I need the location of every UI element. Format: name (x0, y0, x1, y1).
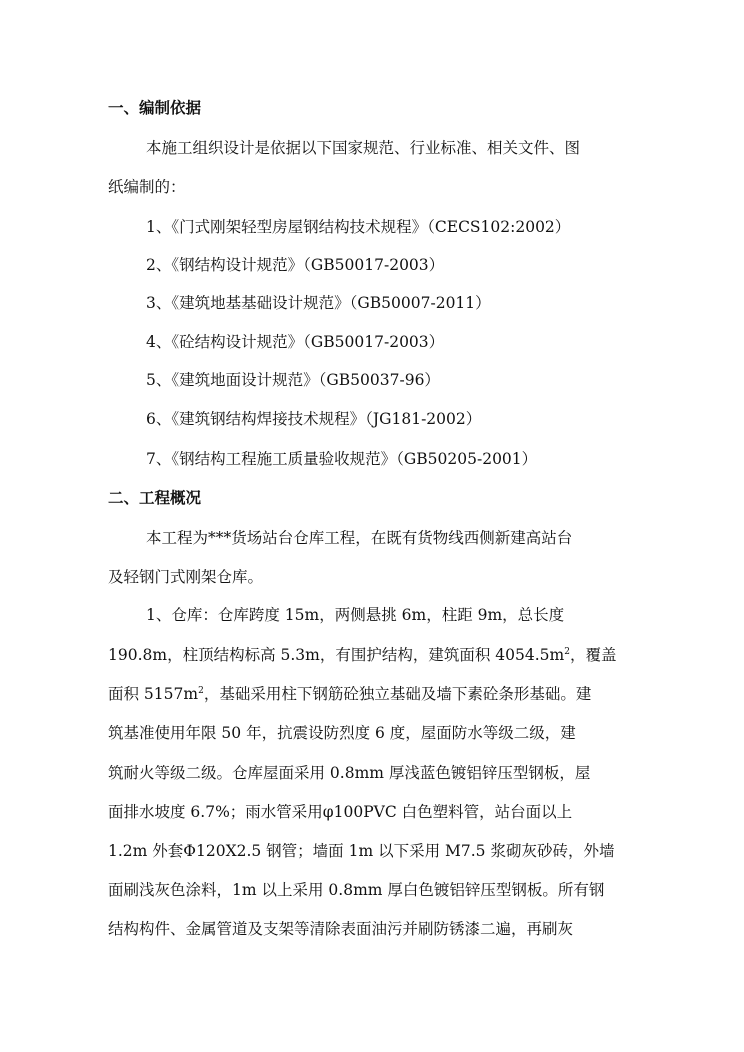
item-code: （GB50007-2011） (349, 294, 491, 312)
superscript-2: 2 (564, 646, 570, 657)
item-code: （GB50205-2001） (396, 450, 538, 468)
list-item (146, 293, 491, 313)
item-title: 《建筑地基基础设计规范》 (171, 294, 350, 312)
section-heading-overview: 二、工程概况 (108, 489, 202, 507)
item-number: 6、 (146, 410, 172, 428)
overview-para2-line: 1.2m 外套Φ120X2.5 钢管；墙面 1m 以下采用 M7.5 浆砌灰砂砖，外墙 (108, 842, 615, 860)
line-text: 面积 5157m (108, 685, 199, 703)
overview-para2-line: 面刷浅灰色涂料，1m 以上采用 0.8mm 厚白色镀铝锌压型钢板。所有钢 (108, 881, 605, 899)
list-item (146, 370, 440, 390)
item-title: 《建筑地面设计规范》 (171, 371, 319, 389)
superscript-2: 2 (198, 685, 204, 696)
item-number: 7、 (146, 450, 172, 468)
list-item (146, 332, 444, 352)
overview-para1-line1: 本工程为***货场站台仓库工程，在既有货物线西侧新建高站台 (146, 529, 573, 547)
line-text: 190.8m，柱顶结构标高 5.3m，有围护结构，建筑面积 4054.5m (108, 646, 565, 664)
line-tail: ，基础采用柱下钢筋砼独立基础及墙下素砼条形基础。建 (203, 685, 592, 703)
item-number: 2、 (146, 256, 172, 274)
item-title: 《门式刚架轻型房屋钢结构技术规程》 (171, 218, 428, 236)
item-number: 4、 (146, 333, 172, 351)
overview-para2-line (108, 684, 591, 704)
overview-para1-line2: 及轻钢门式刚架仓库。 (108, 568, 264, 586)
overview-para2-line (108, 645, 616, 665)
list-item (146, 255, 444, 275)
intro-line-1: 本施工组织设计是依据以下国家规范、行业标准、相关文件、图 (146, 139, 581, 157)
overview-para2-line: 面排水坡度 6.7%；雨水管采用φ100PVC 白色塑料管，站台面以上 (108, 803, 573, 821)
list-item (146, 409, 481, 429)
list-item (146, 217, 570, 237)
line-tail: ，覆盖 (569, 646, 617, 664)
overview-para2-line: 1、仓库：仓库跨度 15m，两侧悬挑 6m，柱距 9m，总长度 (146, 606, 565, 624)
item-code: （JG181-2002） (365, 410, 482, 428)
list-item (146, 449, 537, 469)
item-title: 《钢结构设计规范》 (171, 256, 304, 274)
item-title: 《钢结构工程施工质量验收规范》 (171, 450, 397, 468)
intro-line-2: 纸编制的： (108, 178, 186, 196)
item-title: 《建筑钢结构焊接技术规程》 (171, 410, 366, 428)
item-title: 《砼结构设计规范》 (171, 333, 304, 351)
overview-para2-line: 筑耐火等级二级。仓库屋面采用 0.8mm 厚浅蓝色镀铝锌压型钢板，屋 (108, 764, 591, 782)
item-number: 3、 (146, 294, 172, 312)
item-number: 5、 (146, 371, 172, 389)
section-heading-basis: 一、编制依据 (108, 99, 202, 117)
item-code: （GB50017-2003） (303, 256, 445, 274)
item-code: （CECS102:2002） (427, 218, 571, 236)
item-number: 1、 (146, 218, 172, 236)
overview-para2-line: 筑基准使用年限 50 年，抗震设防烈度 6 度，屋面防水等级二级，建 (108, 724, 576, 742)
item-code: （GB50017-2003） (303, 333, 445, 351)
item-code: （GB50037-96） (318, 371, 440, 389)
overview-para2-line: 结构构件、金属管道及支架等清除表面油污并刷防锈漆二遍，再刷灰 (108, 920, 574, 938)
